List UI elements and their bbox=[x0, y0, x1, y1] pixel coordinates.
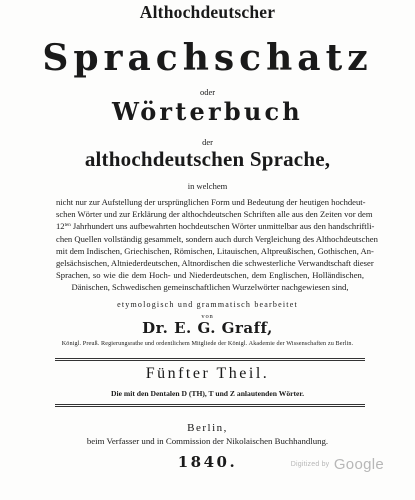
description-line-text: Jahrhundert uns aufbewahrten hochdeutschen Wörter unmittelbar aus den handschriftli- bbox=[72, 221, 375, 232]
method-line: etymologisch und grammatisch bearbeitet bbox=[117, 300, 298, 309]
description-line: Dänischen, Schwedischen gemeinschaftlichen Wurzelwörter nachgewiesen sind, bbox=[71, 282, 349, 293]
connector-der: der bbox=[202, 137, 213, 147]
description-line: chen Quellen vollständig gesammelt, sondern auch durch Vergleichung des Althochdeutschen bbox=[56, 233, 378, 244]
imprint-publisher: beim Verfasser und in Commission der Nikolaischen Buchhandlung. bbox=[86, 436, 329, 446]
title-main: Sprachschatz bbox=[42, 37, 373, 79]
description-line: schen Wörter und zur Erklärung der althochdeutschen Schriften alle aus den Zeiten vor dem bbox=[56, 209, 373, 220]
part-title: Fünfter Theil. bbox=[145, 365, 270, 382]
description-paragraph bbox=[56, 196, 378, 294]
century-suffix: ten bbox=[64, 223, 71, 229]
description-line: mit dem Indischen, Griechischen, Römischen, Litauischen, Altpreußischen, Gothischen, An- bbox=[56, 245, 374, 256]
imprint-city: Berlin, bbox=[187, 422, 228, 434]
author-description: Königl. Preuß. Regierungsrathe und ordentlichem Mitgliede der Königl. Akademie der Wissenschaften zu Berlin. bbox=[61, 340, 354, 347]
title-language: althochdeutschen Sprache, bbox=[84, 147, 331, 171]
watermark-digitized-by: Digitized by bbox=[290, 461, 330, 468]
google-watermark bbox=[291, 456, 384, 474]
watermark-brand: Google bbox=[333, 456, 384, 473]
double-rule-top bbox=[55, 358, 365, 361]
part-description: Die mit den Dentalen D (TH), T und Z anlautenden Wörter. bbox=[111, 389, 304, 398]
imprint-year: 1840. bbox=[177, 453, 238, 471]
description-line-century bbox=[56, 220, 375, 232]
title-top: Althochdeutscher bbox=[139, 2, 276, 22]
author-name: Dr. E. G. Graff, bbox=[142, 319, 273, 337]
description-line: Sprachen, so wie die dem Hoch- und Niederdeutschen, dem Englischen, Holländischen, bbox=[56, 270, 364, 281]
century-number: 12 bbox=[56, 221, 65, 232]
by-line: von bbox=[201, 313, 214, 320]
title-second: Wörterbuch bbox=[112, 97, 303, 126]
description-line: nicht nur zur Aufstellung der ursprünglichen Form und Bedeutung der heutigen hochdeut- bbox=[56, 197, 366, 207]
description-line: gelsächsischen, Altniederdeutschen, Altnordischen die schwesterliche Verwandtschaft dieser bbox=[56, 258, 374, 269]
connector-in-welchem: in welchem bbox=[187, 181, 228, 191]
double-rule-bottom bbox=[55, 404, 365, 407]
connector-oder: oder bbox=[199, 87, 216, 97]
